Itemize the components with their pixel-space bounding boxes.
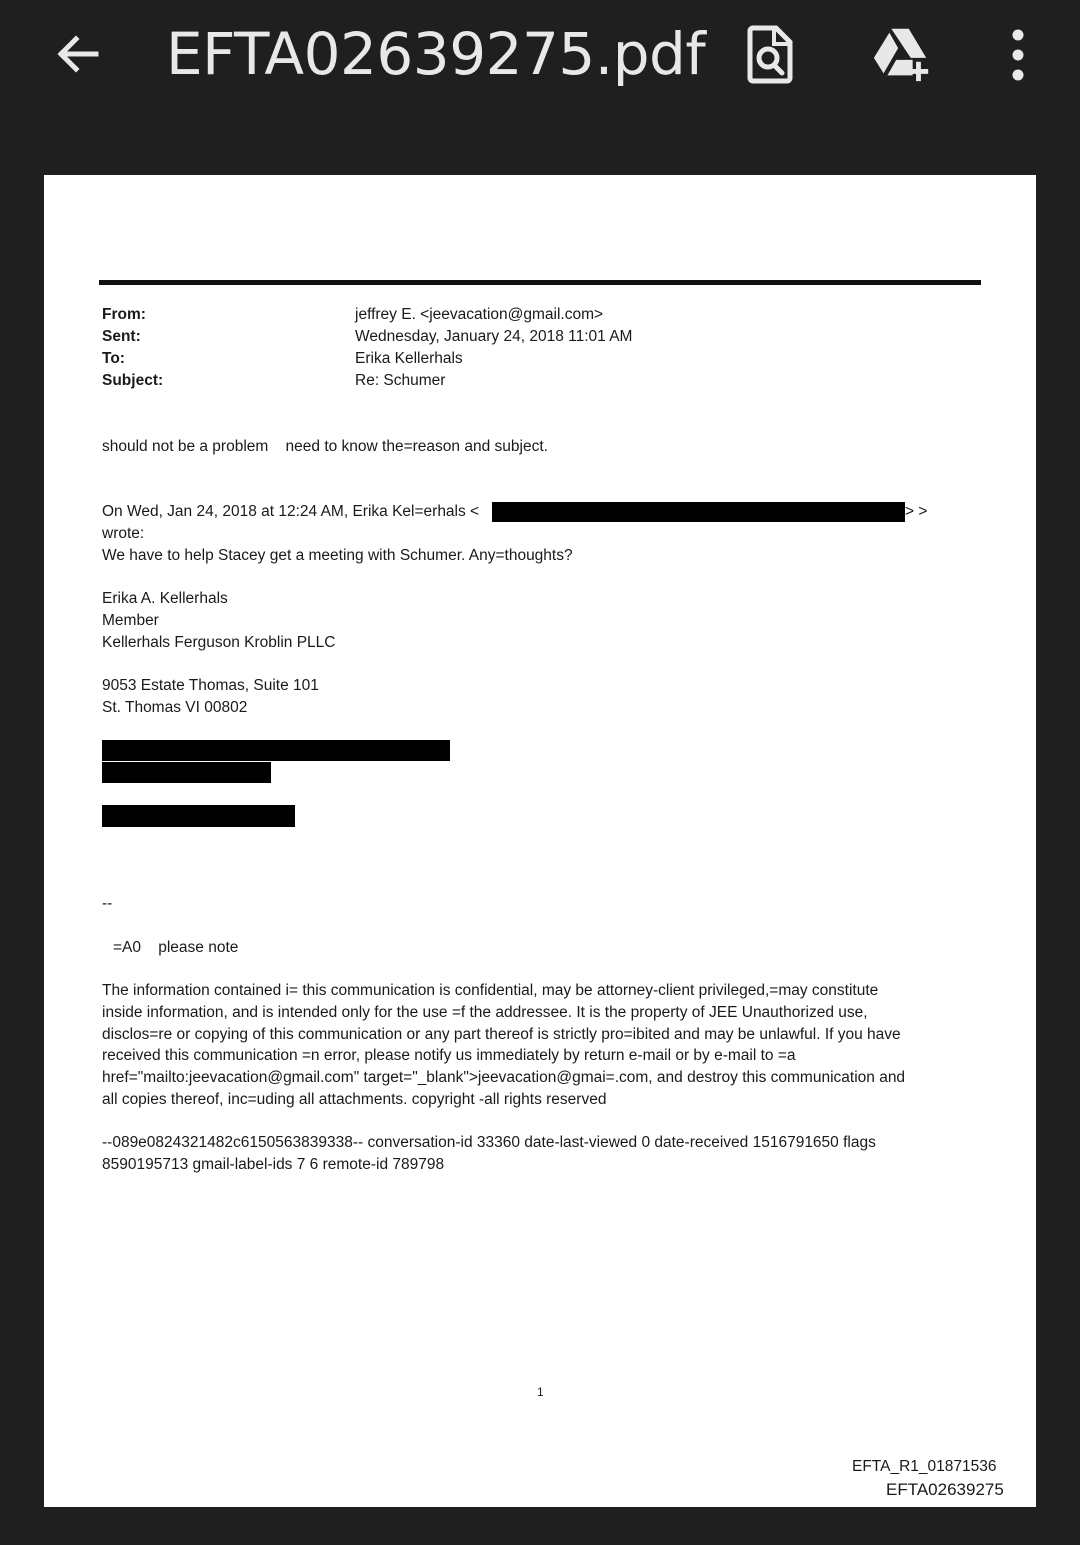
disclaimer-line-4: received this communication =n error, please notify us immediately by return e-mail or by e-mail to =a bbox=[102, 1047, 796, 1064]
address-line-1: 9053 Estate Thomas, Suite 101 bbox=[102, 677, 319, 694]
header-value-from: jeffrey E. <jeevacation@gmail.com> bbox=[355, 306, 604, 323]
meta-line-1: --089e0824321482c6150563839338-- conversation-id 33360 date-last-viewed 0 date-received 1516791650 flags bbox=[102, 1134, 876, 1151]
more-vert-icon bbox=[1008, 26, 1028, 82]
bates-number-2: EFTA02639275 bbox=[886, 1480, 1004, 1499]
signature-name: Erika A. Kellerhals bbox=[102, 590, 228, 607]
reply-text: should not be a problem need to know the=reason and subject. bbox=[102, 438, 548, 455]
quote-header-end: > > bbox=[905, 503, 928, 520]
address-line-2: St. Thomas VI 00802 bbox=[102, 699, 248, 716]
add-to-drive-button[interactable] bbox=[870, 22, 934, 86]
disclaimer-line-2: inside information, and is intended only for the use =f the addressee. It is the property of JEE Unauthorized use, bbox=[102, 1004, 868, 1021]
header-label-sent: Sent: bbox=[102, 328, 141, 345]
header-label-to: To: bbox=[102, 350, 125, 367]
page-number: 1 bbox=[537, 1385, 544, 1399]
more-options-button[interactable] bbox=[986, 22, 1050, 86]
document-title: EFTA02639275.pdf bbox=[166, 20, 706, 88]
redaction-block-1 bbox=[102, 740, 450, 761]
app-bar bbox=[0, 0, 1080, 110]
header-value-subject: Re: Schumer bbox=[355, 372, 446, 389]
redaction-block-3 bbox=[102, 805, 295, 827]
back-button[interactable] bbox=[48, 24, 108, 84]
meta-line-2: 8590195713 gmail-label-ids 7 6 remote-id 789798 bbox=[102, 1156, 445, 1173]
quote-wrote: wrote: bbox=[102, 525, 145, 542]
disclaimer-line-6: all copies thereof, inc=uding all attachments. copyright -all rights reserved bbox=[102, 1091, 607, 1108]
search-document-button[interactable] bbox=[738, 22, 802, 86]
please-note: =A0 please note bbox=[113, 939, 239, 956]
header-label-subject: Subject: bbox=[102, 372, 164, 389]
arrow-left-icon bbox=[52, 28, 104, 80]
disclaimer-line-5: href="mailto:jeevacation@gmail.com" target="_blank">jeevacation@gmai=.com, and destroy this communication and bbox=[102, 1069, 906, 1086]
redaction-email bbox=[492, 502, 905, 522]
header-value-sent: Wednesday, January 24, 2018 11:01 AM bbox=[355, 328, 633, 345]
drive-add-icon bbox=[870, 26, 934, 82]
header-value-to: Erika Kellerhals bbox=[355, 350, 463, 367]
pdf-page bbox=[44, 175, 1036, 1507]
disclaimer-line-3: disclos=re or copying of this communication or any part thereof is strictly pro=ibited and may be unlawful. If you have bbox=[102, 1026, 901, 1043]
bates-number-1: EFTA_R1_01871536 bbox=[852, 1458, 997, 1475]
signature-firm: Kellerhals Ferguson Kroblin PLLC bbox=[102, 634, 336, 651]
signature-title: Member bbox=[102, 612, 159, 629]
search-document-icon bbox=[744, 24, 796, 84]
header-rule bbox=[99, 280, 981, 285]
signature-separator: -- bbox=[102, 895, 113, 912]
quote-header: On Wed, Jan 24, 2018 at 12:24 AM, Erika Kel=erhals < bbox=[102, 503, 480, 520]
quote-body: We have to help Stacey get a meeting with Schumer. Any=thoughts? bbox=[102, 547, 573, 564]
disclaimer-line-1: The information contained i= this communication is confidential, may be attorney-client privileged,=may constitute bbox=[102, 982, 879, 999]
redaction-block-2 bbox=[102, 762, 271, 783]
header-label-from: From: bbox=[102, 306, 146, 323]
